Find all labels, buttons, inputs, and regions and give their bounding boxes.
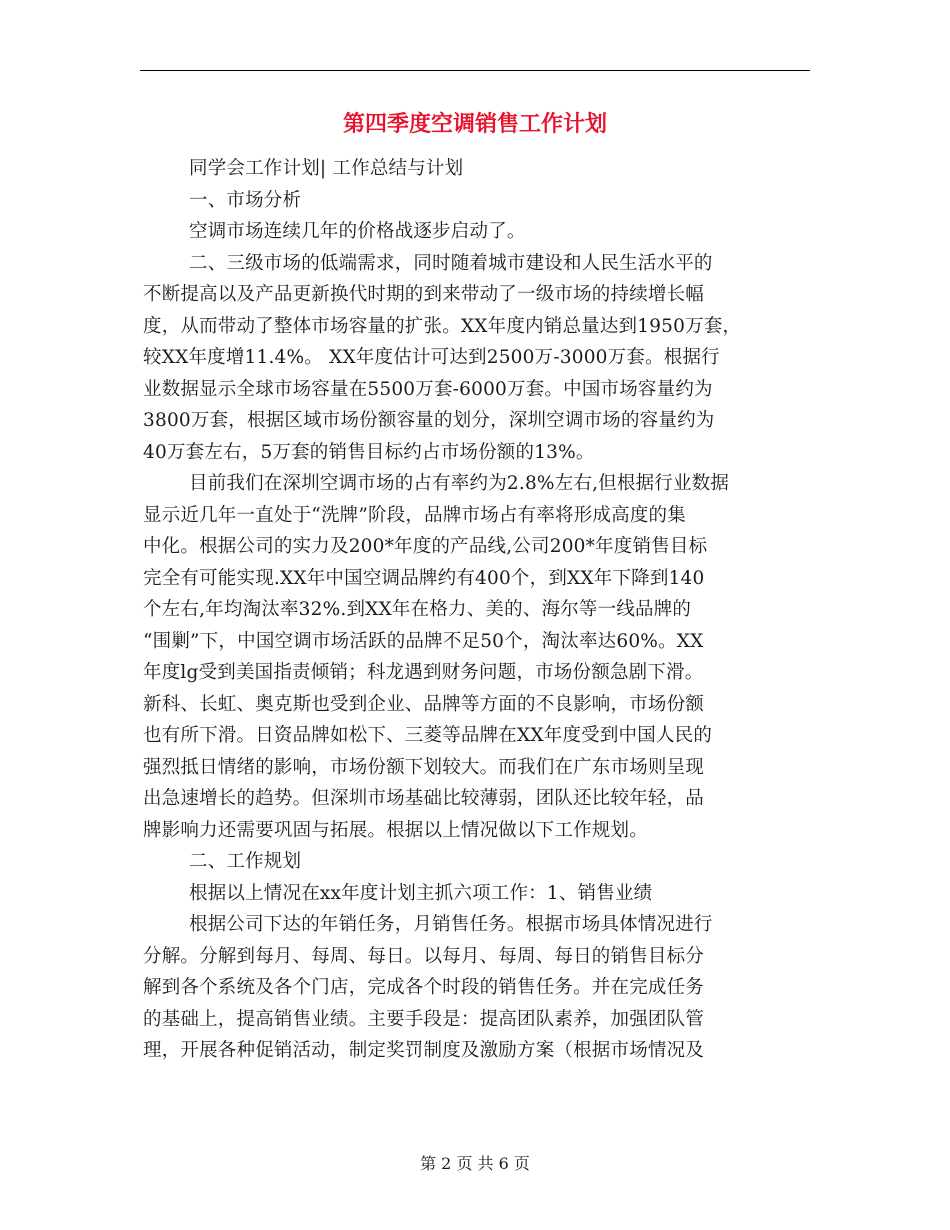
text-line: 业数据显示全球市场容量在5500万套-6000万套。中国市场容量约为 (143, 378, 713, 400)
text-line: 分解。分解到每月、每周、每日。以每月、每周、每日的销售目标分 (143, 945, 705, 967)
text-line: 也有所下滑。日资品牌如松下、三菱等品牌在XX年度受到中国人民的 (143, 725, 713, 746)
header-rule (140, 70, 810, 71)
text-line: 空调市场连续几年的价格战逐步启动了。 (189, 221, 526, 242)
text-line: 一、市场分析 (189, 189, 302, 211)
text-line: 同学会工作计划| 工作总结与计划 (189, 158, 464, 179)
text-line: 二、三级市场的低端需求，同时随着城市建设和人民生活水平的 (189, 252, 713, 274)
page-footer: 第 2 页 共 6 页 (420, 1154, 530, 1173)
text-line: 出急速增长的趋势。但深圳市场基础比较薄弱，团队还比较年轻，品 (143, 788, 705, 809)
text-line: 不断提高以及产品更新换代时期的到来带动了一级市场的持续增长幅 (143, 284, 705, 305)
text-line: 根据公司下达的年销任务，月销售任务。根据市场具体情况进行 (189, 914, 713, 935)
text-line: 年度lg受到美国指责倾销；科龙遇到财务问题，市场份额急剧下滑。 (143, 662, 704, 683)
text-line: 3800万套，根据区域市场份额容量的划分，深圳空调市场的容量约为 (143, 410, 715, 431)
text-line: 理，开展各种促销活动，制定奖罚制度及激励方案（根据市场情况及 (143, 1040, 705, 1061)
document-body (143, 153, 810, 1067)
text-line: 强烈抵日情绪的影响，市场份额下划较大。而我们在广东市场则呈现 (143, 756, 705, 778)
text-line: 牌影响力还需要巩固与拓展。根据以上情况做以下工作规划。 (143, 819, 648, 841)
text-line: 度，从而带动了整体市场容量的扩张。XX年度内销总量达到1950万套， (143, 315, 742, 337)
text-line: 二、工作规划 (189, 851, 302, 872)
text-line: 新科、长虹、奥克斯也受到企业、品牌等方面的不良影响，市场份额 (143, 693, 705, 715)
document-title: 第四季度空调销售工作计划 (342, 112, 607, 137)
text-line: 较XX年度增11.4%。 XX年度估计可达到2500万-3000万套。根据行 (143, 347, 720, 368)
text-line: 完全有可能实现.XX年中国空调品牌约有400个，到XX年下降到140 (143, 567, 705, 589)
text-line: “围剿”下，中国空调市场活跃的品牌不足50个，淘汰率达60%。XX (143, 630, 704, 652)
text-line: 解到各个系统及各个门店，完成各个时段的销售任务。并在完成任务 (143, 977, 705, 998)
text-line: 中化。根据公司的实力及200*年度的产品线,公司200*年度销售目标 (143, 536, 708, 557)
text-line: 根据以上情况在xx年度计划主抓六项工作：1、销售业绩 (189, 882, 653, 904)
text-line: 个左右,年均淘汰率32%.到XX年在格力、美的、海尔等一线品牌的 (143, 599, 692, 620)
text-line: 的基础上，提高销售业绩。主要手段是：提高团队素养，加强团队管 (143, 1008, 705, 1030)
text-line: 40万套左右，5万套的销售目标约占市场份额的13%。 (143, 441, 595, 463)
text-line: 目前我们在深圳空调市场的占有率约为2.8%左右,但根据行业数据 (189, 473, 730, 494)
text-line: 显示近几年一直处于“洗牌”阶段，品牌市场占有率将形成高度的集 (143, 504, 686, 526)
